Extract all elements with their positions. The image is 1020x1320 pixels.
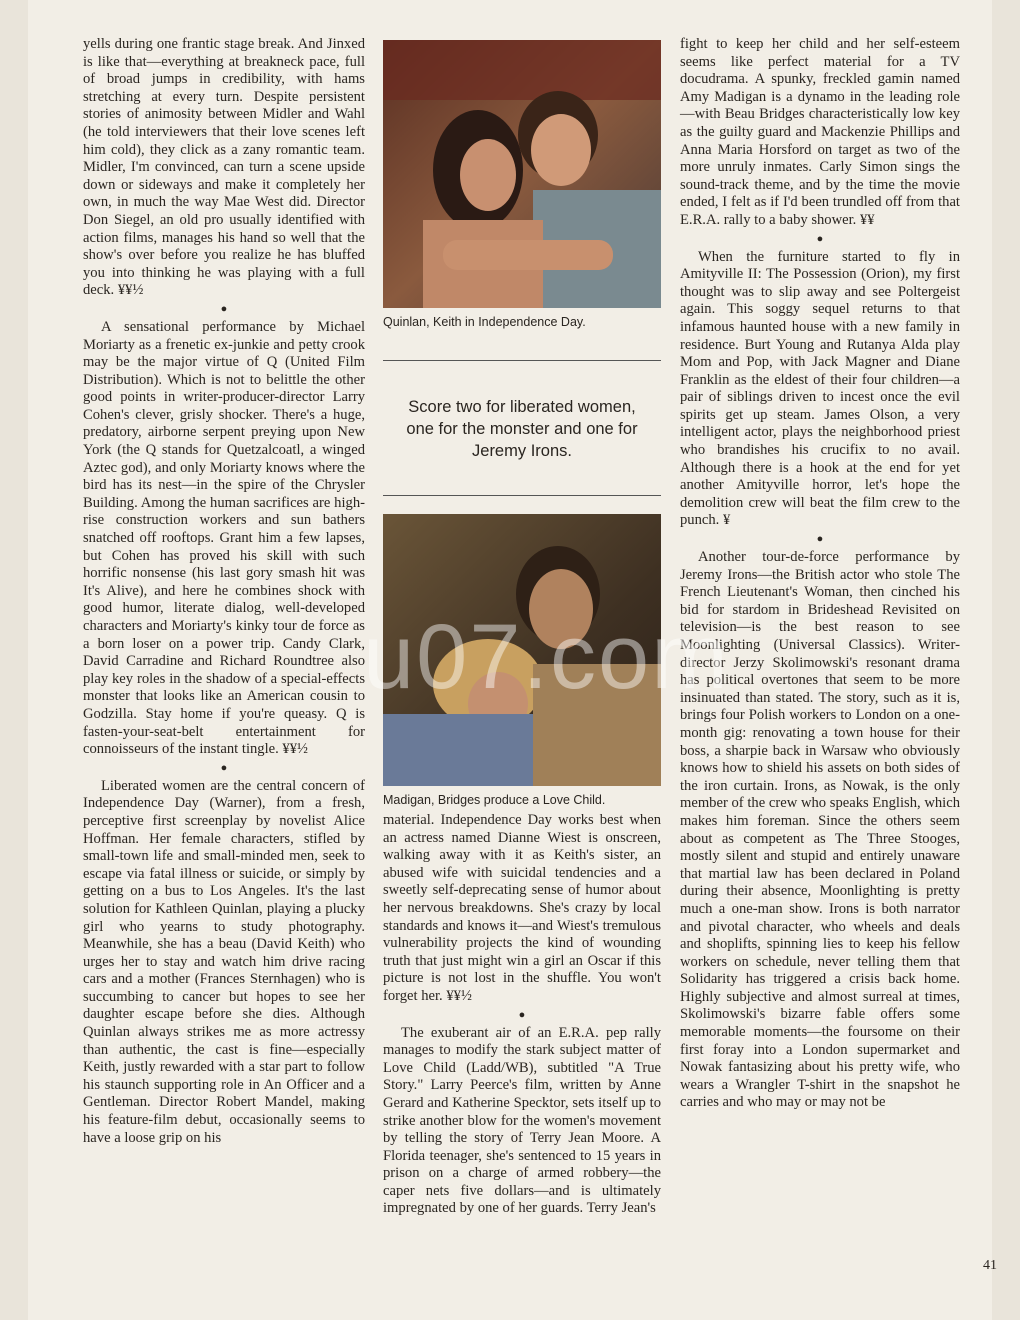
paragraph-love-child: The exuberant air of an E.R.A. pep rally manages to modify the stark subject matter of Love Child (Ladd/WB), subtitled "A True Story." Larry Peerce's film, written by Anne Gerard and Katherine Specktor, sets itself up to strike another blow for the women's movement by telling the story of Terry Jean Moore. A Florida teenager, she's sentenced to 15 years in prison on a charge of armed robbery—the caper nets five dollars—and is ultimately impregnated by one of her guards. Terry Jean's [383, 1024, 661, 1217]
page-number: 41 [983, 1258, 997, 1273]
section-bullet: ● [220, 302, 228, 315]
paragraph-independence-day: Liberated women are the central concern of Independence Day (Warner), from a fresh, perceptive first screenplay by novelist Alice Hoffman. Her female characters, stifled by small-town life and small-minded men, seek to escape via fatal illness or suicide, or simply by getting on a bus to Los Angeles. It's the last solution for Kathleen Quinlan, playing a plucky girl who yearns to study photography. Meanwhile, she has a beau (David Keith) who urges her to stay and watch him drive racing cars and a mother (Frances Sternhagen) who is succumbing to cancer but hopes to see her daughter escape before she dies. Although Quinlan always strikes me as more actressy than authentic, the cast is fine—especially Keith, justly rewarded with a star part to follow his staunch supporting role in An Officer and a Gentleman. Director Robert Mandel, making his feature-film debut, occasionally seems to have a loose grip on his [83, 777, 365, 1146]
column-right [680, 36, 960, 1112]
section-bullet: ● [518, 1008, 526, 1021]
paragraph-jinxed-end: yells during one frantic stage break. And Jinxed is like that—everything at breakneck pace, full of broad jumps in credibility, with hams stretching at every turn. Despite persistent stories of animosity between Midler and Wahl (he told interviewers that their love scenes left him cold), they click as a zany romantic team. Midler, I'm convinced, can turn a scene upside down or sideways and make it completely her own, in much the way Mae West did. Director Don Siegel, an old pro usually identified with action films, manages his hand so well that the show's over before you realize he has bluffed you into thinking he was playing with a full deck. ¥¥½ [83, 36, 365, 299]
photo-independence-day [383, 40, 661, 308]
paragraph-wiest: material. Independence Day works best when an actress named Dianne Wiest is onscreen, walking away with it as Keith's sister, an abused wife with suicidal tendencies and a sweetly self-deprecating sense of humor about her nervous breakdowns. She's crazy by local standards and knows it—and Wiest's tremulous vulnerability projects the kind of wounding truth that just might win a girl an Oscar if this picture is not lost in the shuffle. You won't forget her. ¥¥½ [383, 812, 661, 1004]
photo-caption-1: Quinlan, Keith in Independence Day. [383, 315, 586, 329]
paragraph-love-child-end: fight to keep her child and her self-esteem seems like perfect material for a TV docudrama. A spunky, freckled gamin named Amy Madigan is a dynamo in the leading role—with Beau Bridges characteristically low key as the guilty guard and Mackenzie Phillips and Anna Maria Horsford on target as two of the more unruly inmates. Carly Simon sings the sound-track theme, and by the time the movie ended, I felt as if I'd been trundled off from that E.R.A. rally to a baby shower. ¥¥ [680, 36, 960, 228]
section-bullet: ● [220, 761, 228, 774]
photo-caption-2: Madigan, Bridges produce a Love Child. [383, 793, 606, 807]
watermark: u07.com [363, 606, 730, 708]
magazine-page [28, 0, 997, 1320]
column-left [83, 36, 365, 1147]
photo-quinlan-keith-image [383, 40, 661, 308]
paragraph-q-review: A sensational performance by Michael Moriarty as a frenetic ex-junkie and petty crook may be the major virtue of Q (United Film Distribution). Which is not to belittle the other good points in writer-producer-director Larry Cohen's clever, grisly shocker. There's a huge, predatory, airborne serpent preying upon New York (the Q stands for Quetzalcoatl, a winged Aztec god), and only Moriarty knows where the bird has its nest—in the spire of the Chrysler Building. Among the human sacrifices are high-rise construction workers and sun bathers snatched off rooftops. Grant him a few lapses, but Cohen has proved his skill with such horrific nonsense (his last gory smash hit was It's Alive), and here he combines shock with good humor, literate dialog, well-developed characters and Moriarty's kinky tour de force as a born loser on a power trip. Candy Clark, David Carradine and Richard Roundtree also play key roles in the shadow of a special-effects monster that looks like an American cousin to Godzilla. Stay home if you're queasy. Q is fasten-your-seat-belt entertainment for connoisseurs of the instant tingle. ¥¥½ [83, 318, 365, 758]
section-bullet: ● [816, 232, 824, 245]
pull-quote: Score two for liberated women, one for the monster and one for Jeremy Irons. [406, 398, 638, 460]
section-bullet: ● [816, 533, 824, 546]
paragraph-amityville: When the furniture started to fly in Amityville II: The Possession (Orion), my first thought was to slip away and see Poltergeist again. This soggy sequel returns to that infamous haunted house with a new family in residence. Burt Young and Rutanya Alda play Mom and Pop, with Jack Magner and Diane Franklin as the eldest of their four children—a pair of siblings driven to incest once the evil spirits get up steam. James Olson, a very intelligent actor, plays the neighborhood priest who brandishes his crucifix to no avail. Although there is a hook at the end for yet another Amityville horror, let's hope the demolition crew will beat the film crew to the punch. ¥ [680, 248, 960, 529]
paragraph-moonlighting: Another tour-de-force performance by Jeremy Irons—the British actor who stole The French Lieutenant's Woman, then cinched his bid for stardom in Brideshead Revisited on television—is the best reason to see Moonlighting (Universal Classics). Writer-director Jerzy Skolimowski's resonant drama has political overtones that seem to be more insinuated than stated. The story, such as it is, brings four Polish workers to London on a one-month gig: renovating a town house for their boss, a sharpie back in Warsaw who obviously knows how to shield his assets on both sides of the iron curtain. Irons, as Nowak, is the only member of the crew who speaks English, which makes him foreman. Since the others seem about as competent as The Three Stooges, mostly silent and stupid and entirely unaware that martial law has been declared in Poland during their absence, Moonlighting is pretty much a one-man show. Irons is both narrator and pivotal character, who wheels and deals and shoplifts, spinning lies to keep his fellow workers on schedule, never telling them that Solidarity has triggered a crisis back home. Highly subjective and almost surreal at times, Skolimowski's bizarre fable offers some memorable moments—the foursome on their first foray into a London supermarket and Nowak fantasizing about his pretty wife, who wears a Wrangler T-shirt in the snapshot he carries and who may or may not be [680, 549, 960, 1111]
